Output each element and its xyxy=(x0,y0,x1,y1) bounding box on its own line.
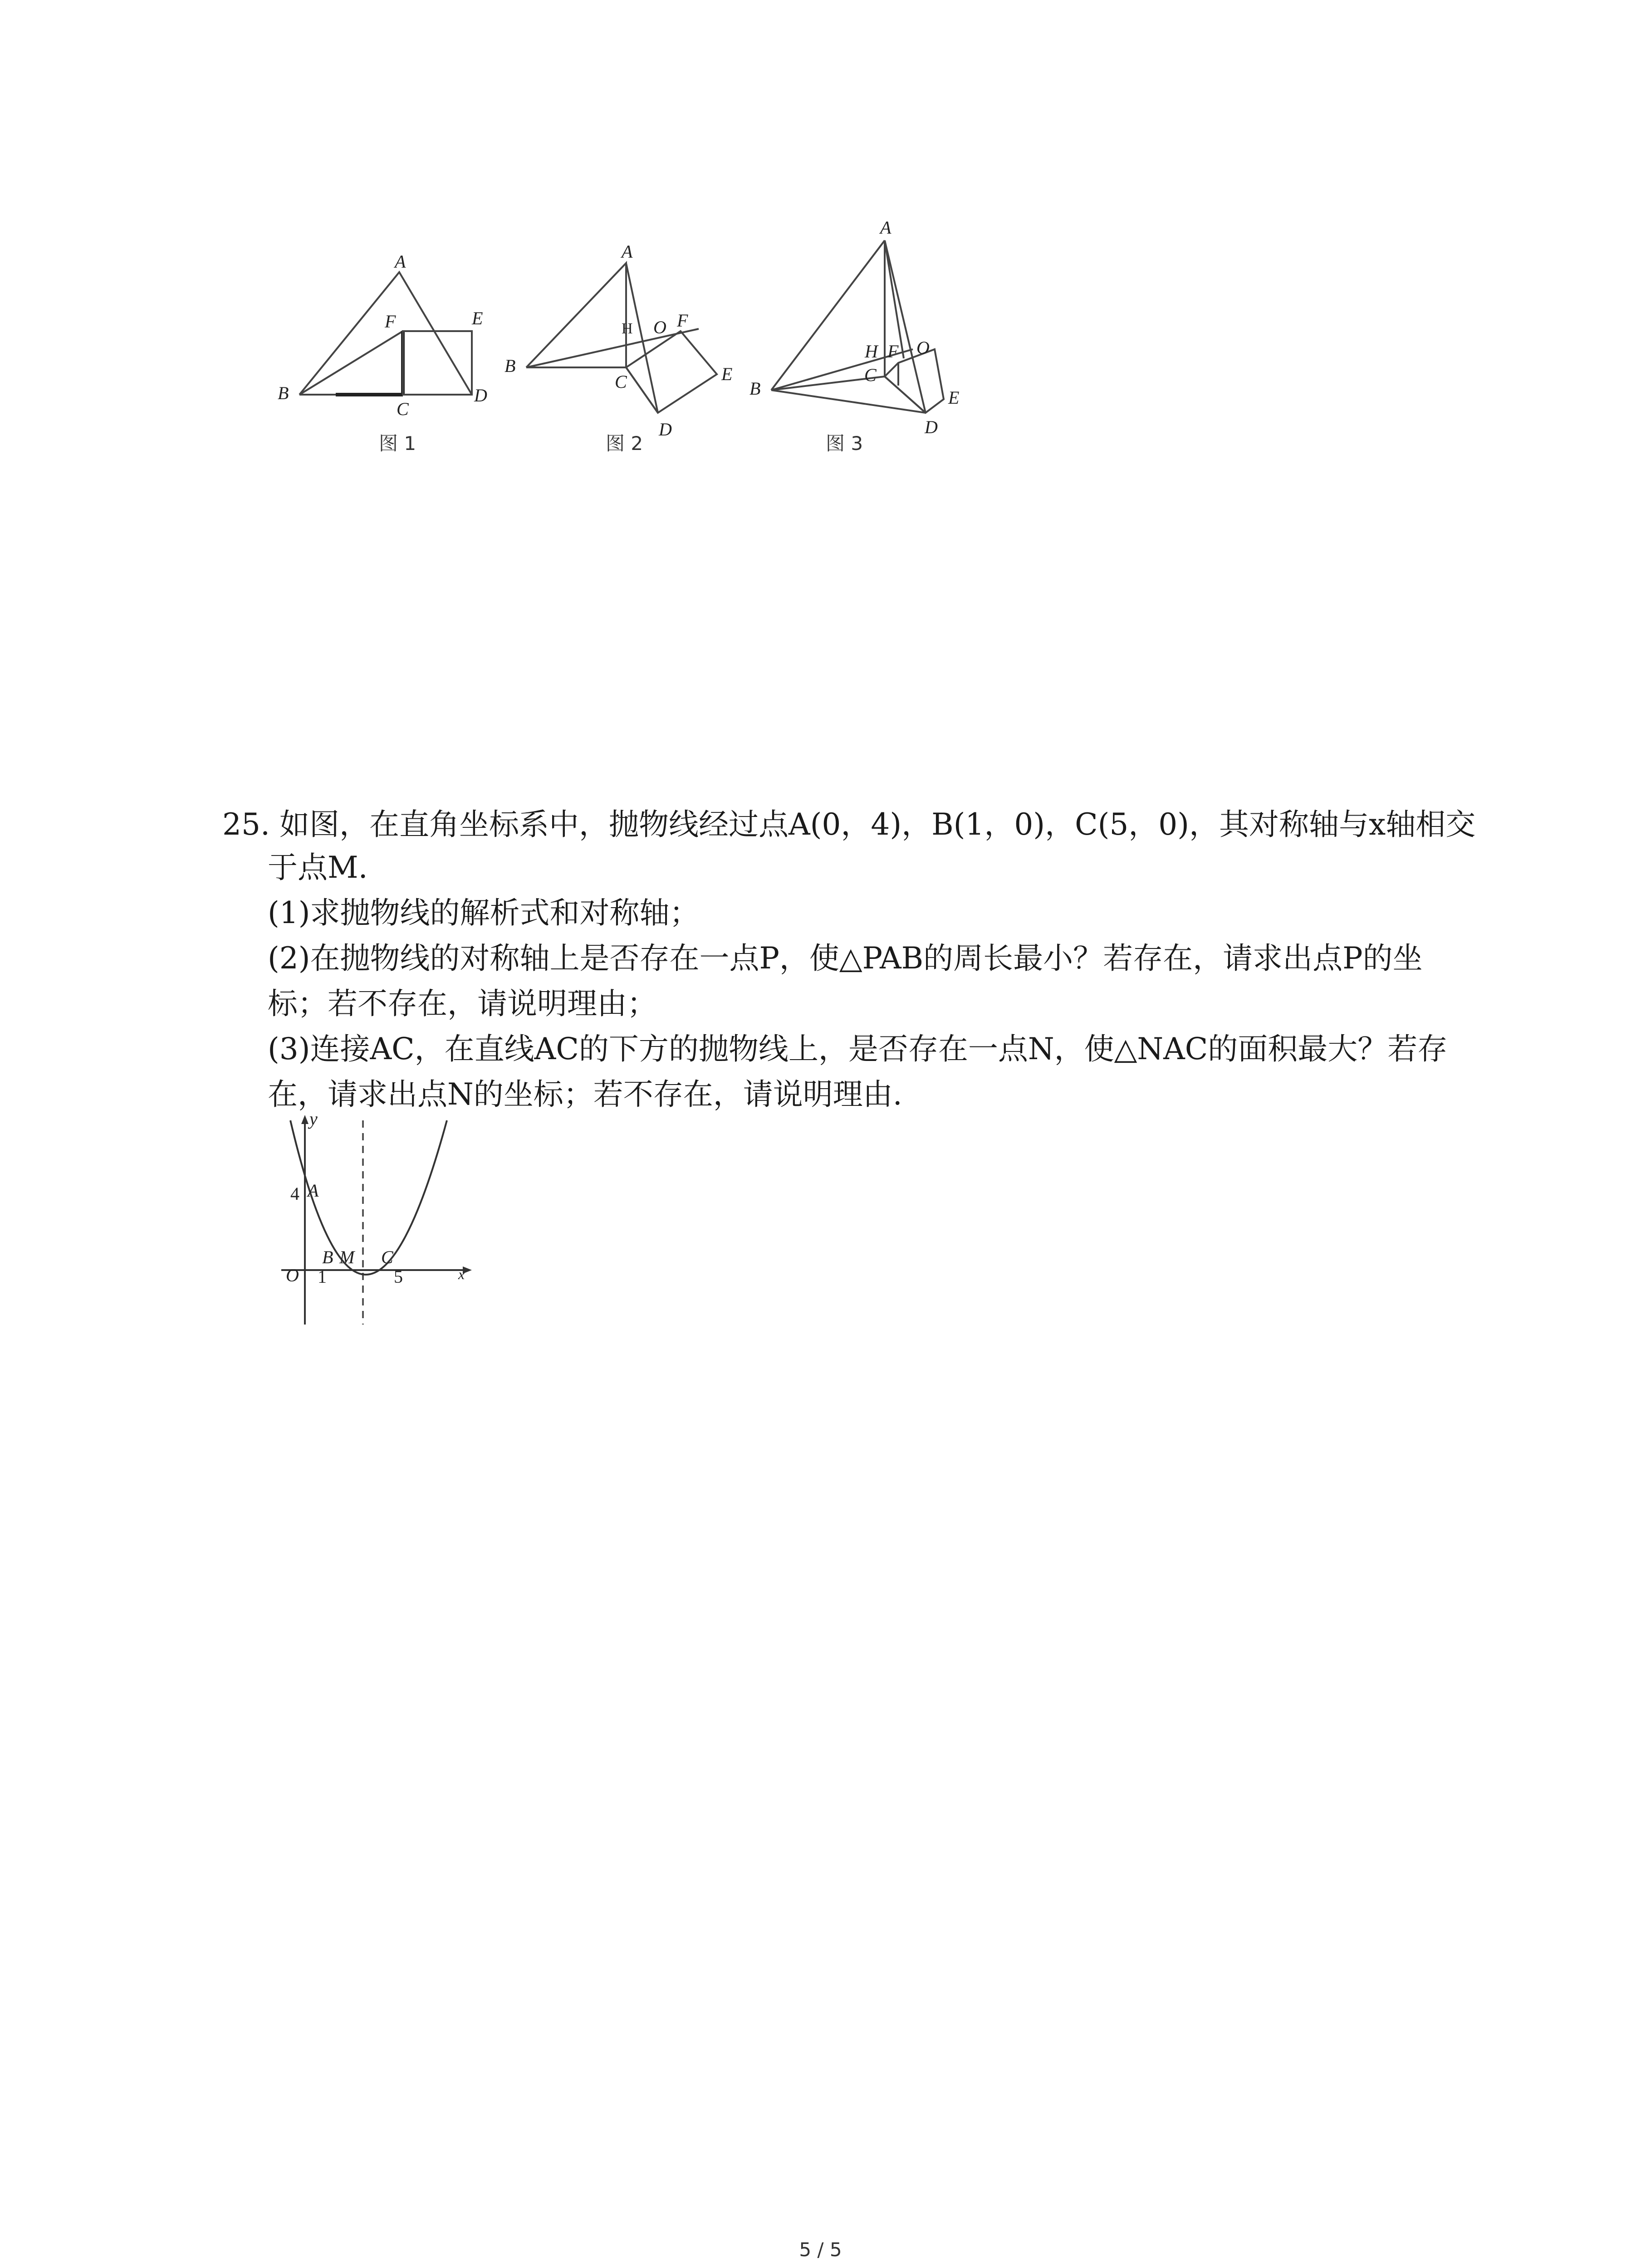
label-b: B xyxy=(749,378,761,399)
label-d: D xyxy=(659,419,672,440)
label-b: B xyxy=(278,383,289,403)
tick-5: 5 xyxy=(394,1266,403,1287)
label-o: O xyxy=(653,317,666,337)
label-e: E xyxy=(472,308,483,328)
y-axis-arrow-icon xyxy=(301,1115,309,1124)
figure-1-caption: 图 1 xyxy=(379,432,416,455)
label-a: A xyxy=(395,254,406,272)
point-a-label: A xyxy=(308,1180,319,1201)
x-axis-label: x xyxy=(458,1266,465,1282)
label-e: E xyxy=(948,387,960,408)
label-a: A xyxy=(880,217,892,238)
question-line-5: 标；若不存在，请说明理由； xyxy=(268,986,657,1021)
label-h: H xyxy=(622,320,633,337)
tick-1: 1 xyxy=(318,1266,327,1287)
figure-1 xyxy=(272,254,499,417)
label-h: H xyxy=(865,341,878,362)
point-c-label: C xyxy=(381,1247,393,1267)
question-part-1: (1)求抛物线的解析式和对称轴； xyxy=(268,895,700,930)
y-axis-label: y xyxy=(309,1111,318,1129)
question-line-7: 在，请求出点N的坐标；若不存在，请说明理由. xyxy=(268,1077,902,1112)
label-c: C xyxy=(615,371,627,392)
label-c: C xyxy=(397,399,409,417)
question-part-3: (3)连接AC，在直线AC的下方的抛物线上，是否存在一点N，使△NAC的面积最大？若存 xyxy=(268,1031,1448,1066)
label-d: D xyxy=(925,417,938,437)
label-c: C xyxy=(864,365,877,385)
question-line-2: 于点M. xyxy=(268,850,368,885)
label-b: B xyxy=(505,356,516,376)
tick-4: 4 xyxy=(290,1183,299,1204)
point-m-label: M xyxy=(339,1247,355,1267)
label-a: A xyxy=(622,241,633,262)
figure-3 xyxy=(744,213,1025,440)
parabola-graph xyxy=(272,1111,485,1329)
question-line-1: 25. 如图，在直角坐标系中，抛物线经过点A(0，4)，B(1，0)，C(5，0)，其对称轴与x轴相交 xyxy=(222,807,1476,842)
origin-label: O xyxy=(286,1265,299,1286)
point-b-label: B xyxy=(322,1247,333,1267)
label-o: O xyxy=(916,337,930,358)
label-e: E xyxy=(721,364,733,384)
figure-2 xyxy=(499,236,753,445)
figure-2-caption: 图 2 xyxy=(606,432,643,455)
page-number: 5 / 5 xyxy=(799,2239,842,2261)
label-f: F xyxy=(385,311,396,332)
label-f: F xyxy=(677,310,688,331)
label-f: F xyxy=(887,341,899,362)
figure-3-caption: 图 3 xyxy=(826,432,863,455)
label-d: D xyxy=(474,385,487,406)
question-part-2: (2)在抛物线的对称轴上是否存在一点P，使△PAB的周长最小？若存在，请求出点P的坐 xyxy=(268,941,1423,976)
